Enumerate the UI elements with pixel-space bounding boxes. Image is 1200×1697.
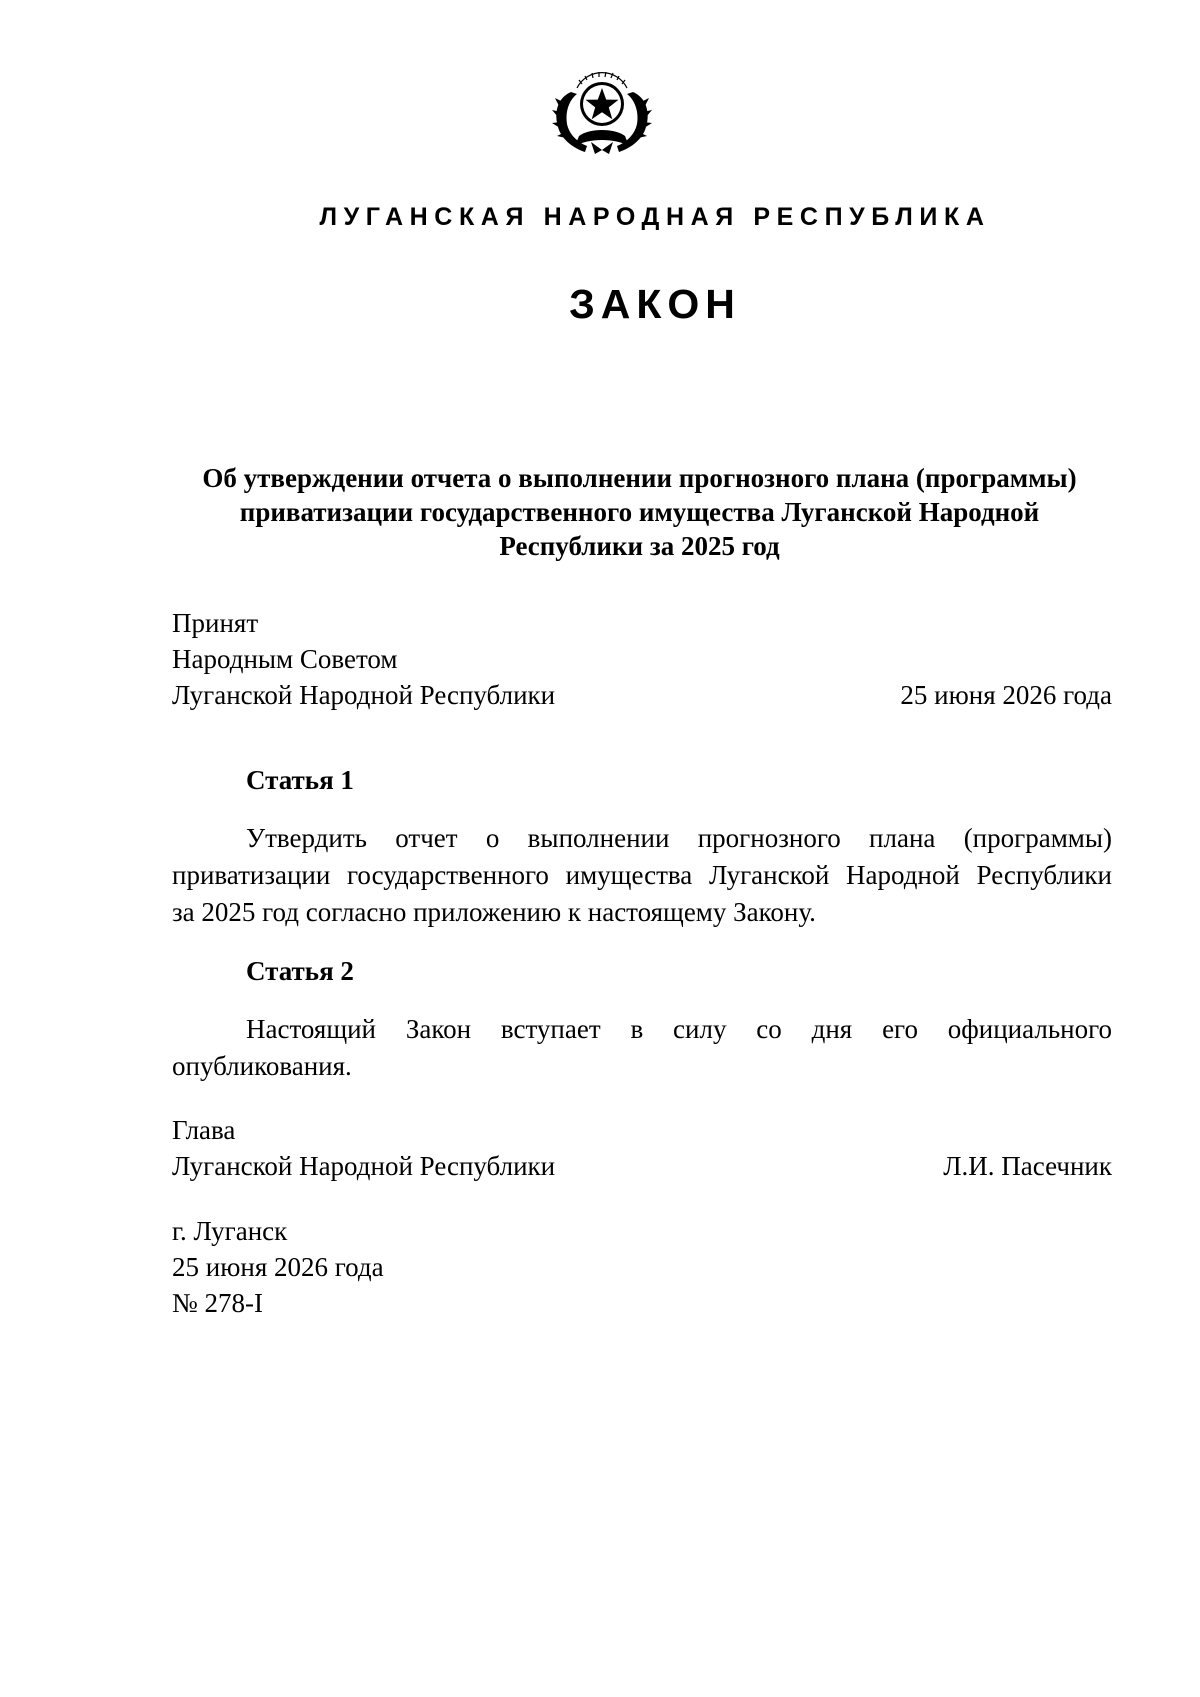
- article-line: Настоящий Закон вступает в силу со дня его официального: [246, 1014, 1112, 1044]
- article-line: за 2025 год согласно приложению к настоящему Закону.: [172, 897, 816, 927]
- signatory-position: Глава: [172, 1115, 236, 1145]
- law-title-line: Об утверждении отчета о выполнении прогнозного плана (программы): [202, 463, 1077, 493]
- adoption-row: [172, 677, 1112, 713]
- adoption-date: 25 июня 2026 года: [900, 680, 1112, 710]
- document-type: ЗАКОН: [569, 281, 741, 327]
- article-line: приватизации государственного имущества Луганской Народной Республики: [172, 860, 1112, 890]
- article-body: [172, 1011, 1112, 1085]
- adoption-block: [172, 605, 1112, 713]
- law-title: [172, 461, 1107, 563]
- signature-block: [172, 1112, 1112, 1184]
- law-number: № 278-I: [172, 1288, 263, 1318]
- article-heading: Статья 2: [246, 956, 354, 986]
- signatory-position: Луганской Народной Республики: [172, 1151, 556, 1181]
- article-line: Утвердить отчет о выполнении прогнозного плана (программы): [246, 823, 1112, 853]
- signature-row: [172, 1148, 1112, 1184]
- republic-name: ЛУГАНСКАЯ НАРОДНАЯ РЕСПУБЛИКА: [319, 203, 991, 231]
- law-title-line: Республики за 2025 год: [499, 531, 780, 561]
- signatory-name: Л.И. Пасечник: [943, 1151, 1112, 1181]
- article-body: [172, 820, 1112, 931]
- law-title-line: приватизации государственного имущества Луганской Народной: [239, 497, 1040, 527]
- adoption-line: Принят: [172, 608, 259, 638]
- article-heading: Статья 1: [246, 765, 354, 795]
- adoption-line: Луганской Народной Республики: [172, 680, 556, 710]
- footer-date: 25 июня 2026 года: [172, 1252, 384, 1282]
- footer-block: [172, 1213, 384, 1321]
- republic-emblem-icon: [549, 58, 655, 158]
- article-line: опубликования.: [172, 1051, 352, 1081]
- adoption-line: Народным Советом: [172, 644, 398, 674]
- footer-city: г. Луганск: [172, 1216, 288, 1246]
